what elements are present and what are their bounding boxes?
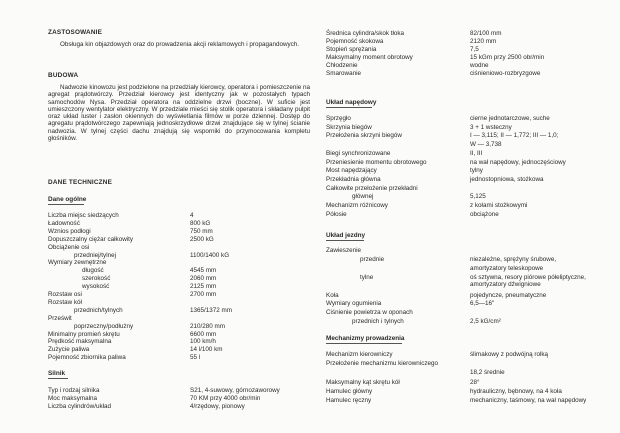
spec-label: Koła xyxy=(326,291,339,299)
spec-value: 750 mm xyxy=(190,227,213,235)
spec-value: 4 xyxy=(190,212,194,219)
spec-label: Prędkość maksymalna xyxy=(48,338,112,346)
spec-label: Stopień sprężania xyxy=(326,45,377,53)
spec-label: Średnica cylindra/skok tłoka xyxy=(326,30,405,37)
spec-value: 15 kGm przy 2500 obr/min xyxy=(470,53,545,61)
zastosowanie-text: Obsługa kin objazdowych oraz do prowadzenia akcji reklamowych i propagandowych. xyxy=(60,41,300,48)
spec-label: przednie xyxy=(360,255,385,263)
spec-label: tylne xyxy=(360,273,374,281)
spec-label: Typ i rodzaj silnika xyxy=(48,387,100,394)
section-heading-dane-techniczne: DANE TECHNICZNE xyxy=(48,179,113,186)
spec-label: poprzeczny/podłużny xyxy=(74,322,134,330)
spec-label: Chłodzenie xyxy=(326,61,358,69)
spec-value: pojedyncze, pneumatyczne xyxy=(470,291,547,299)
spec-value: cierne jednotarczowe, suche xyxy=(470,115,550,122)
spec-label: Pojemność zbiornika paliwa xyxy=(48,354,126,362)
spec-value: na wał napędowy, jednoczęściowy xyxy=(470,158,566,166)
subsection-underline xyxy=(48,378,68,379)
subsection-underline xyxy=(48,204,84,205)
spec-value: 1100/1400 kG xyxy=(190,251,230,259)
spec-label: Moc maksymalna xyxy=(48,394,97,402)
spec-label: Prześwit xyxy=(48,314,72,322)
subsection-underline xyxy=(326,107,372,108)
spec-label: przednich i tylnych xyxy=(352,318,404,326)
subsection-mechanizmy-prowadzenia: Mechanizmy prowadzenia xyxy=(326,335,405,342)
spec-label: Liczba cylindrów/układ xyxy=(48,402,111,410)
spec-label: Smarowanie xyxy=(326,69,361,77)
spec-value: obciążone xyxy=(470,210,499,218)
spec-label: Biegi synchronizowane xyxy=(326,149,391,157)
spec-value: niezależne, sprężyny śrubowe, xyxy=(470,255,557,263)
spec-label: wysokość xyxy=(82,283,110,291)
spec-label: Sprzęgło xyxy=(326,115,351,122)
spec-value: mechaniczny, taśmowy, na wał napędowy xyxy=(470,397,587,404)
spec-value: 2060 mm xyxy=(190,275,217,283)
spec-value: 55 l xyxy=(190,354,201,362)
spec-value: 210/280 mm xyxy=(190,322,226,330)
spec-value: 2125 mm xyxy=(190,283,217,291)
spec-value: I — 3,115; II — 1,772; III — 1,0; xyxy=(470,132,559,140)
spec-value: 70 KM przy 4000 obr/min xyxy=(190,394,261,402)
spec-label: przedniej/tylnej xyxy=(74,251,117,259)
spec-value: 2120 mm xyxy=(470,37,497,45)
spec-label: Zawieszenie xyxy=(326,247,361,254)
spec-value: 1365/1372 mm xyxy=(190,306,233,314)
spec-value: ślimakowy z podwójną rolką xyxy=(470,351,549,358)
spec-label: szerokość xyxy=(82,275,111,283)
spec-label: Most napędzający xyxy=(326,167,377,175)
spec-label: Rozstaw kół xyxy=(48,298,82,306)
spec-value: 5,125 xyxy=(470,193,486,201)
subsection-underline xyxy=(326,343,402,344)
section-heading-budowa: BUDOWA xyxy=(48,72,79,79)
spec-value: 14 l/100 km xyxy=(190,346,223,354)
spec-label: Maksymalny kąt skrętu kół xyxy=(326,378,400,386)
spec-value: ciśnieniowo-rozbryzgowe xyxy=(470,69,541,77)
spec-label: Mechanizm kierowniczy xyxy=(326,351,393,358)
spec-label: Przekładnia główna xyxy=(326,175,381,183)
spec-value: 3 + 1 wsteczny xyxy=(470,123,512,131)
spec-value: 82/100 mm xyxy=(470,30,502,37)
spec-value: W — 3,738 xyxy=(470,141,502,149)
spec-value: jednostopniowa, stożkowa xyxy=(470,175,544,183)
spec-label: Przełożenia skrzyni biegów xyxy=(326,132,402,140)
spec-value: 100 km/h xyxy=(190,338,216,346)
spec-value: tylny xyxy=(470,167,483,175)
spec-value: 7,5 xyxy=(470,45,479,53)
spec-label: Hamulec główny xyxy=(326,387,373,395)
spec-label: Wznios podłogi xyxy=(48,227,91,235)
spec-label: Całkowite przełożenie przekładni xyxy=(326,184,418,192)
subsection-uklad-napedowy: Układ napędowy xyxy=(326,99,377,106)
spec-value: 4545 mm xyxy=(190,267,217,275)
spec-label: Przeniesienie momentu obrotowego xyxy=(326,158,427,166)
spec-value: 800 kG xyxy=(190,219,211,227)
spec-label: Ciśnienie powietrza w oponach xyxy=(326,309,413,317)
spec-label: Rozstaw osi xyxy=(48,291,82,298)
spec-value: 2500 kG xyxy=(190,235,214,243)
spec-label: Dopuszczalny ciężar całkowity xyxy=(48,235,134,243)
spec-label: Skrzynia biegów xyxy=(326,123,372,131)
spec-label: Mechanizm różnicowy xyxy=(326,202,388,209)
spec-value: 2,5 kG/cm² xyxy=(470,318,501,326)
spec-label: Zużycie paliwa xyxy=(48,346,90,354)
spec-label: Pojemność skokowa xyxy=(326,37,384,45)
spec-label: Półosie xyxy=(326,210,347,218)
spec-label: Maksymalny moment obrotowy xyxy=(326,53,413,61)
section-heading-zastosowanie: ZASTOSOWANIE xyxy=(48,29,103,36)
spec-value: z kołami stożkowymi xyxy=(470,202,528,209)
spec-label: przednich/tylnych xyxy=(74,306,123,314)
spec-label: długość xyxy=(82,267,104,275)
subsection-dane-ogolne: Dane ogólne xyxy=(48,196,87,203)
subsection-uklad-jezdny: Układ jezdny xyxy=(326,232,366,239)
spec-value: oś sztywna, resory piórowe półeliptyczne, amortyzatory dźwigniowe xyxy=(470,273,586,288)
spec-value: 18,2 średnie xyxy=(470,369,505,377)
spec-label: głównej xyxy=(352,193,374,201)
spec-value: 2700 mm xyxy=(190,291,217,298)
budowa-text: Nadwozie kinowozu jest podzielone na przedziały kierowcy, operatora i pomieszczenie na agregat prądotwórczy. Przedział kierowcy jest identyczny jak w pozostałych typach samochodów Nysa. Przedział operatora na oddzielne drzwi (boczne). W suficie jest umieszczony wentylator elektryczny. W przedziale mieści się stolik operatora i składany pulpit oraz układ luster i zasłon okiennych do wyświetlania filmów w porze dziennej. Dostęp do agregatu prądotwórczego zapewniają jednoskrzydłowe drzwi znajdujące się w tylnej ścianie nadwozia. W tylnej części dachu znajdują się wsporniki do przymocowania kompletu głośników. xyxy=(48,84,310,143)
subsection-silnik: Silnik xyxy=(48,370,66,377)
spec-value: amortyzatory teleskopowe xyxy=(470,264,544,272)
spec-label: Ładowność xyxy=(48,219,80,227)
spec-value: 6,5—16" xyxy=(470,300,495,308)
subsection-underline xyxy=(326,240,364,241)
spec-value: 6600 mm xyxy=(190,330,217,338)
spec-value: wodne xyxy=(470,61,489,69)
spec-value: 28° xyxy=(470,378,480,386)
spec-value: 4/rzędowy, pionowy xyxy=(190,402,245,410)
spec-label: Minimalny promień skrętu xyxy=(48,330,120,338)
spec-label: Liczba miejsc siedzących xyxy=(48,212,119,219)
spec-label: Przełożenie mechanizmu kierowniczego xyxy=(326,360,438,368)
spec-value: S21, 4-suwowy, górnozaworowy xyxy=(190,387,280,394)
spec-label: Obciążenie osi xyxy=(48,243,90,251)
spec-label: Wymiary zewnętrzne xyxy=(48,259,107,267)
spec-value: II, III xyxy=(470,149,483,157)
spec-value: hydrauliczny, bębnowy, na 4 koła xyxy=(470,387,562,395)
spec-label: Hamulec ręczny xyxy=(326,397,372,404)
spec-label: Wymiary ogumienia xyxy=(326,300,382,308)
